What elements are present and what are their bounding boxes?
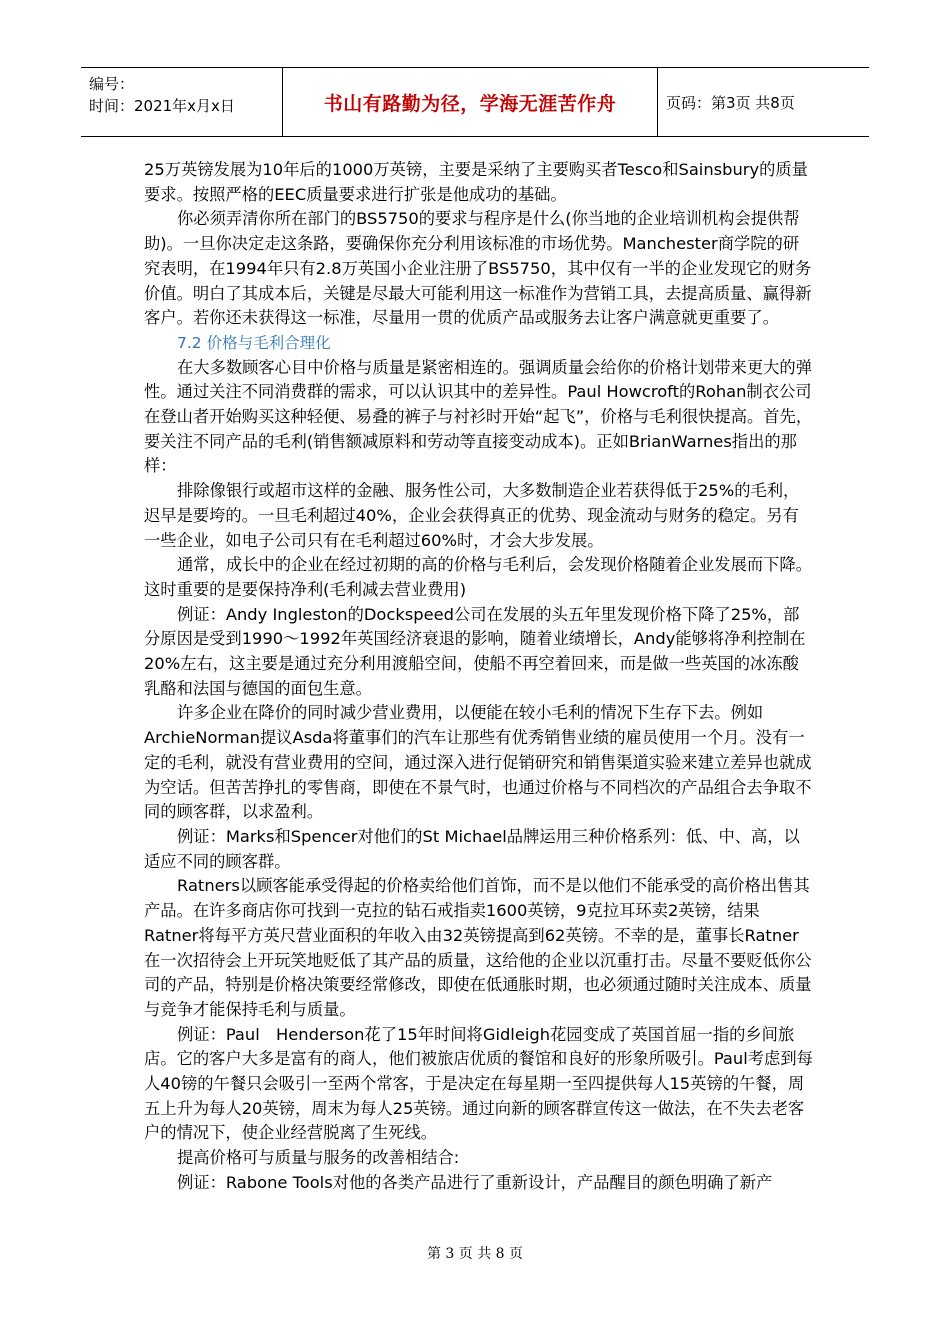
header-page-info: 页码：第3页 共8页	[666, 93, 795, 112]
header-divider	[657, 68, 658, 136]
paragraph: 在大多数顾客心目中价格与质量是紧密相连的。强调质量会给你的价格计划带来更大的弹性。通过关注不同消费群的需求，可以认识其中的差异性。Paul Howcroft的Rohan制衣公司在登山者开始购买这种轻便、易叠的裤子与衬衫时开始“起飞”，价格与毛利很快提高。首先，要关注不同产品的毛利(销售额减原料和劳动等直接变动成本)。正如BrianWarnes指出的那样：	[144, 357, 813, 476]
paragraph: 例证：Paul Henderson花了15年时间将Gidleigh花园变成了英国首屈一指的乡间旅店。它的客户大多是富有的商人，他们被旅店优质的餐馆和良好的形象所吸引。Paul考虑到每人40镑的午餐只会吸引一至两个常客，于是决定在每星期一至四提供每人15英镑的午餐，周五上升为每人20英镑，周末为每人25英镑。通过向新的顾客群宣传这一做法，在不失去老客户的情况下，使企业经营脱离了生死线。	[144, 1024, 813, 1143]
paragraph: 例证：Marks和Spencer对他们的St Michael品牌运用三种价格系列：低、中、高，以适应不同的顾客群。	[144, 826, 800, 871]
section-heading: 7.2 价格与毛利合理化	[177, 333, 331, 352]
paragraph: 排除像银行或超市这样的金融、服务性公司，大多数制造企业若获得低于25%的毛利，迟早是要垮的。一旦毛利超过40%，企业会获得真正的优势、现金流动与财务的稳定。另有一些企业，如电子公司只有在毛利超过60%时，才会大步发展。	[144, 481, 800, 550]
paragraph: 25万英镑发展为10年后的1000万英镑，主要是采纳了主要购买者Tesco和Sainsbury的质量要求。按照严格的EEC质量要求进行扩张是他成功的基础。	[144, 160, 808, 204]
document-body	[144, 158, 814, 1196]
header-meta	[89, 73, 235, 117]
paragraph: 例证：Andy Ingleston的Dockspeed公司在发展的头五年里发现价格下降了25%，部分原因是受到1990～1992年英国经济衰退的影响，随着业绩增长，Andy能够将净利控制在20%左右，这主要是通过充分利用渡船空间，使船不再空着回来，而是做一些英国的冰冻酸乳酪和法国与德国的面包生意。	[144, 604, 806, 698]
paragraph: 许多企业在降价的同时减少营业费用，以便能在较小毛利的情况下生存下去。例如ArchieNorman提议Asda将董事们的汽车让那些有优秀销售业绩的雇员使用一个月。没有一定的毛利，就没有营业费用的空间，通过深入进行促销研究和销售渠道实验来建立差异也就成为空话。但苦苦挣扎的零售商，即使在不景气时，也通过价格与不同档次的产品组合去争取不同的顾客群，以求盈利。	[144, 703, 812, 822]
page-footer: 第 3 页 共 8 页	[426, 1246, 524, 1262]
paragraph: 提高价格可与质量与服务的改善相结合:	[177, 1148, 460, 1168]
time-label: 时间：2021年x月x日	[89, 97, 235, 115]
paragraph: 你必须弄清你所在部门的BS5750的要求与程序是什么(你当地的企业培训机构会提供帮助)。一旦你决定走这条路，要确保你充分利用该标准的市场优势。Manchester商学院的研究表明，在1994年只有2.8万英国小企业注册了BS5750，其中仅有一半的企业发现它的财务价值。明白了其成本后，关键是尽最大可能利用这一标准作为营销工具，去提高质量、赢得新客户。若你还未获得这一标准，尽量用一贯的优质产品或服务去让客户满意就更重要了。	[144, 209, 812, 328]
paragraph: 通常，成长中的企业在经过初期的高的价格与毛利后，会发现价格随着企业发展而下降。这时重要的是要保持净利(毛利减去营业费用)	[144, 555, 812, 599]
paragraph: Ratners以顾客能承受得起的价格卖给他们首饰，而不是以他们不能承受的高价格出售其产品。在许多商店你可找到一克拉的钻石戒指卖1600英镑，9克拉耳环卖2英镑，结果Ratner将每平方英尺营业面积的年收入由32英镑提高到62英镑。不幸的是，董事长Ratner在一次招待会上开玩笑地贬低了其产品的质量，这给他的企业以沉重打击。尽量不要贬低你公司的产品，特别是价格决策要经常修改，即使在低通胀时期，也必须通过随时关注成本、质量与竞争才能保持毛利与质量。	[144, 876, 812, 1019]
header-motto: 书山有路勤为径，学海无涯苦作舟	[323, 92, 617, 115]
number-label: 编号：	[89, 75, 135, 93]
page-header	[81, 67, 869, 137]
paragraph: 例证：Rabone Tools对他的各类产品进行了重新设计，产品醒目的颜色明确了新产	[177, 1172, 773, 1192]
